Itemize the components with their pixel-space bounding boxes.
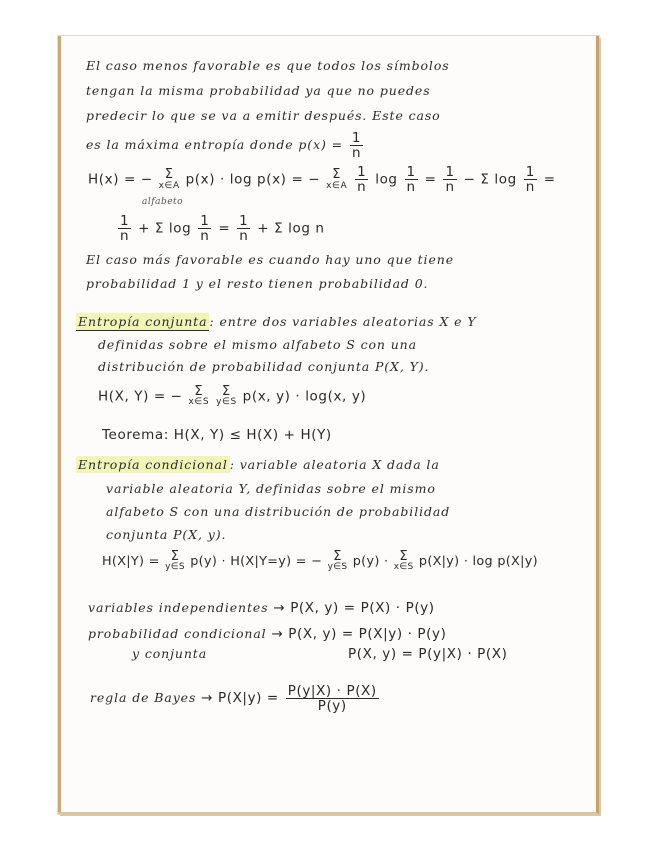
theorem-line [102,429,332,443]
summation [188,386,209,407]
independence-label: variables independientes [88,600,269,615]
text-line: conjunta P(X, y). [106,527,227,542]
fraction [355,165,368,194]
formula-part: + Σ log [138,220,192,237]
sigma-symbol: Σ [333,549,342,564]
entropy-formula-result [116,214,325,243]
sigma-symbol: Σ [170,549,180,564]
bayes-rule-line [90,684,381,713]
alphabet-annotation: alfabeto [142,197,184,207]
sum-subscript: y∈S [165,562,185,573]
formula-part: + Σ log n [257,220,325,237]
summation [165,551,185,572]
formula-part: H(X|Y) = [102,553,160,569]
fraction [198,214,211,243]
sigma-symbol: Σ [164,167,174,183]
formula-part: p(X|y) · log p(X|y) [418,553,538,569]
sum-subscript: x∈S [188,397,210,408]
text-line: distribución de probabilidad conjunta P(X, Y). [98,359,430,374]
fraction [118,214,131,243]
joint-entropy-formula [98,386,366,407]
text-line: variable aleatoria Y, definidas sobre el mismo [106,481,436,496]
sigma-symbol: Σ [222,384,231,399]
sum-subscript: y∈S [327,562,348,573]
text-line-content: es la máxima entropía donde p(x) = [86,137,344,153]
sigma-symbol: Σ [194,384,204,399]
independence-formula: → P(X, y) = P(X) · P(y) [273,600,435,616]
formula-part: − Σ log [463,171,517,188]
notebook-page [58,36,599,814]
text-line: El caso más favorable es cuando hay uno que tiene [86,252,454,267]
conditional-probability-label: probabilidad condicional [88,626,267,641]
fraction-denominator: n [351,145,362,162]
fraction [237,214,250,243]
fraction-numerator: 1 [120,213,130,229]
conditional-entropy-formula [102,551,538,572]
fraction-denominator: n [525,179,535,196]
fraction-denominator: n [239,228,249,245]
fraction-numerator: 1 [525,164,535,180]
fraction [350,131,363,160]
sum-subscript: x∈A [326,180,348,191]
fraction-numerator: 1 [200,213,210,229]
bayes-label: regla de Bayes [90,690,197,706]
fraction-numerator: 1 [351,130,362,146]
text-line: El caso menos favorable es que todos los símbolos [86,58,450,73]
formula-part: = [543,171,556,188]
fraction-denominator: n [120,228,130,245]
formula-part: p(y) · [352,553,389,569]
independence-line [88,602,435,616]
bayes-formula-start: → P(X|y) = [201,690,279,707]
summation [394,551,414,572]
bayes-numerator: P(y|X) · P(X) [287,683,377,699]
summation [328,551,348,572]
conditional-probability-formula-2: P(X, y) = P(y|X) · P(X) [348,646,508,662]
bayes-denominator: P(y) [317,698,347,715]
text-line: definidas sobre el mismo alfabeto S con una [98,337,417,352]
fraction-denominator: n [200,228,210,245]
text-line: probabilidad 1 y el resto tienen probabilidad 0. [86,276,429,291]
conditional-probability-label-2: y conjunta [132,646,208,661]
sum-subscript: y∈S [216,397,237,408]
formula-part: p(y) · H(X|Y=y) = − [190,553,323,569]
fraction-numerator: 1 [357,164,367,180]
sum-subscript: x∈S [393,562,414,573]
sum-subscript: x∈A [158,180,180,191]
formula-part: = [218,220,231,237]
formula-part: = [424,171,437,188]
fraction-denominator: n [445,179,455,196]
formula-part: H(X, Y) = − [98,388,183,405]
conditional-probability-formula: → P(X, y) = P(X|y) · P(y) [271,626,447,642]
text-line: predecir lo que se va a emitir después. Este caso [86,108,441,123]
fraction [405,165,418,194]
fraction [524,165,537,194]
formula-part: log [375,171,398,188]
bayes-fraction [286,684,379,713]
text-line-content: : variable aleatoria X dada la [229,457,440,472]
fraction-numerator: 1 [406,164,416,180]
conditional-probability-line [88,628,446,642]
summation [216,386,237,407]
fraction-numerator: 1 [239,213,249,229]
fraction-denominator: n [406,179,416,196]
joint-entropy-definition [76,316,476,329]
theorem-inequality: H(X, Y) ≤ H(X) + H(Y) [173,427,332,443]
text-line: tengan la misma probabilidad ya que no puedes [86,83,431,98]
sigma-symbol: Σ [399,549,408,564]
conditional-entropy-definition [76,459,440,472]
joint-entropy-term: Entropía conjunta [78,314,208,329]
text-line-content: : entre dos variables aleatorias X e Y [209,314,477,329]
sigma-symbol: Σ [332,167,342,183]
fraction-denominator: n [357,179,367,196]
fraction [443,165,456,194]
text-line [86,131,365,160]
fraction-numerator: 1 [445,164,455,180]
text-line: alfabeto S con una distribución de probabilidad [106,504,451,519]
conditional-entropy-term: Entropía condicional [78,457,228,472]
formula-part: p(x) · log p(x) = − [185,171,321,188]
formula-part: H(x) = − [88,171,153,188]
summation [159,169,180,190]
theorem-label: Teorema: [102,427,169,443]
summation [326,169,347,190]
formula-part: p(x, y) · log(x, y) [242,388,367,405]
entropy-formula-max [88,165,556,194]
